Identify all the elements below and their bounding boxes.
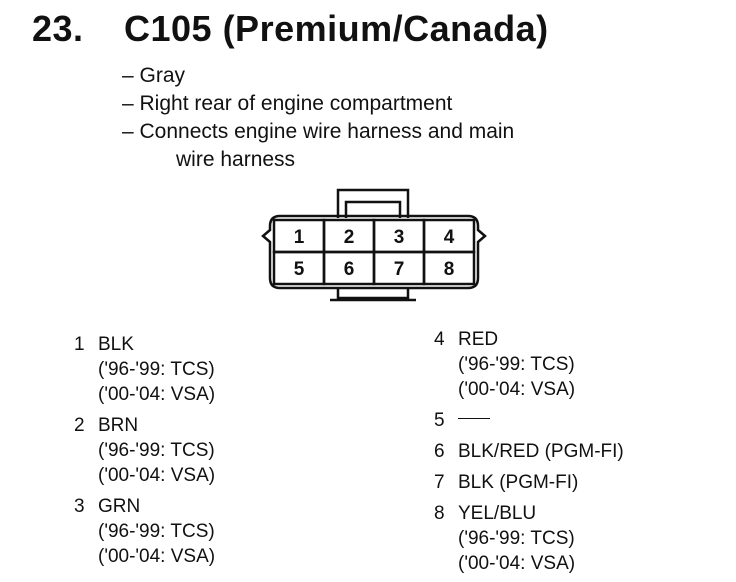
pin-entry [74, 332, 215, 407]
pin-wire: YEL/BLU [458, 503, 537, 524]
pin-wire: BRN [98, 415, 139, 436]
pin-number: 2 [74, 415, 85, 436]
pin-number: 3 [74, 496, 85, 517]
pin-note: ('96-'99: TCS) [458, 354, 575, 375]
pin-entry [434, 408, 624, 433]
connector-heading [32, 8, 549, 50]
connector-face-diagram [256, 182, 488, 308]
pin-number: 1 [74, 334, 85, 355]
pin-7-label: 7 [393, 259, 405, 280]
pin-5-label: 5 [293, 259, 305, 280]
connector-title: C105 (Premium/Canada) [124, 8, 549, 49]
pin-note: ('96-'99: TCS) [458, 528, 575, 549]
pin-entry [434, 501, 624, 576]
description-location: – Right rear of engine compartment [122, 92, 453, 115]
pin-entry [434, 470, 624, 495]
pin-note: ('00-'04: VSA) [98, 465, 216, 486]
pin-number: 5 [434, 410, 445, 431]
pin-entry [434, 439, 624, 464]
pin-wire: BLK [98, 334, 134, 355]
pin-number: 8 [434, 503, 445, 524]
pin-note: ('96-'99: TCS) [98, 359, 215, 380]
description-connects-cont: wire harness [176, 148, 296, 171]
pin-entry [434, 327, 624, 402]
pin-entry [74, 494, 215, 569]
pin-wire: GRN [98, 496, 141, 517]
connector-lock [338, 288, 408, 298]
pin-8-label: 8 [443, 259, 455, 280]
pin-2-label: 2 [343, 227, 355, 248]
pin-note: ('00-'04: VSA) [98, 384, 216, 405]
pin-note: ('00-'04: VSA) [458, 379, 576, 400]
pin-3-label: 3 [393, 227, 405, 248]
description-connects: – Connects engine wire harness and main [122, 120, 515, 143]
connector-description [122, 62, 514, 174]
pin-wire: BLK/RED (PGM-FI) [458, 441, 624, 462]
pin-note: ('96-'99: TCS) [98, 521, 215, 542]
pin-note: ('00-'04: VSA) [98, 546, 216, 567]
pin-number: 7 [434, 472, 445, 493]
connector-latch [338, 190, 408, 218]
pin-wire: RED [458, 329, 499, 350]
pin-6-label: 6 [343, 259, 355, 280]
description-color: – Gray [122, 64, 186, 87]
pin-wire: BLK (PGM-FI) [458, 472, 579, 493]
pin-number: 4 [434, 329, 445, 350]
pin-number: 6 [434, 441, 445, 462]
pin-list-right [434, 327, 624, 582]
pin-list-left [74, 332, 215, 575]
pin-note: ('96-'99: TCS) [98, 440, 215, 461]
pin-entry [74, 413, 215, 488]
pin-note: ('00-'04: VSA) [458, 553, 576, 574]
connector-number: 23. [32, 8, 84, 49]
pin-4-label: 4 [443, 227, 455, 248]
pin-1-label: 1 [293, 227, 305, 248]
unused-pin-dash [458, 418, 490, 419]
